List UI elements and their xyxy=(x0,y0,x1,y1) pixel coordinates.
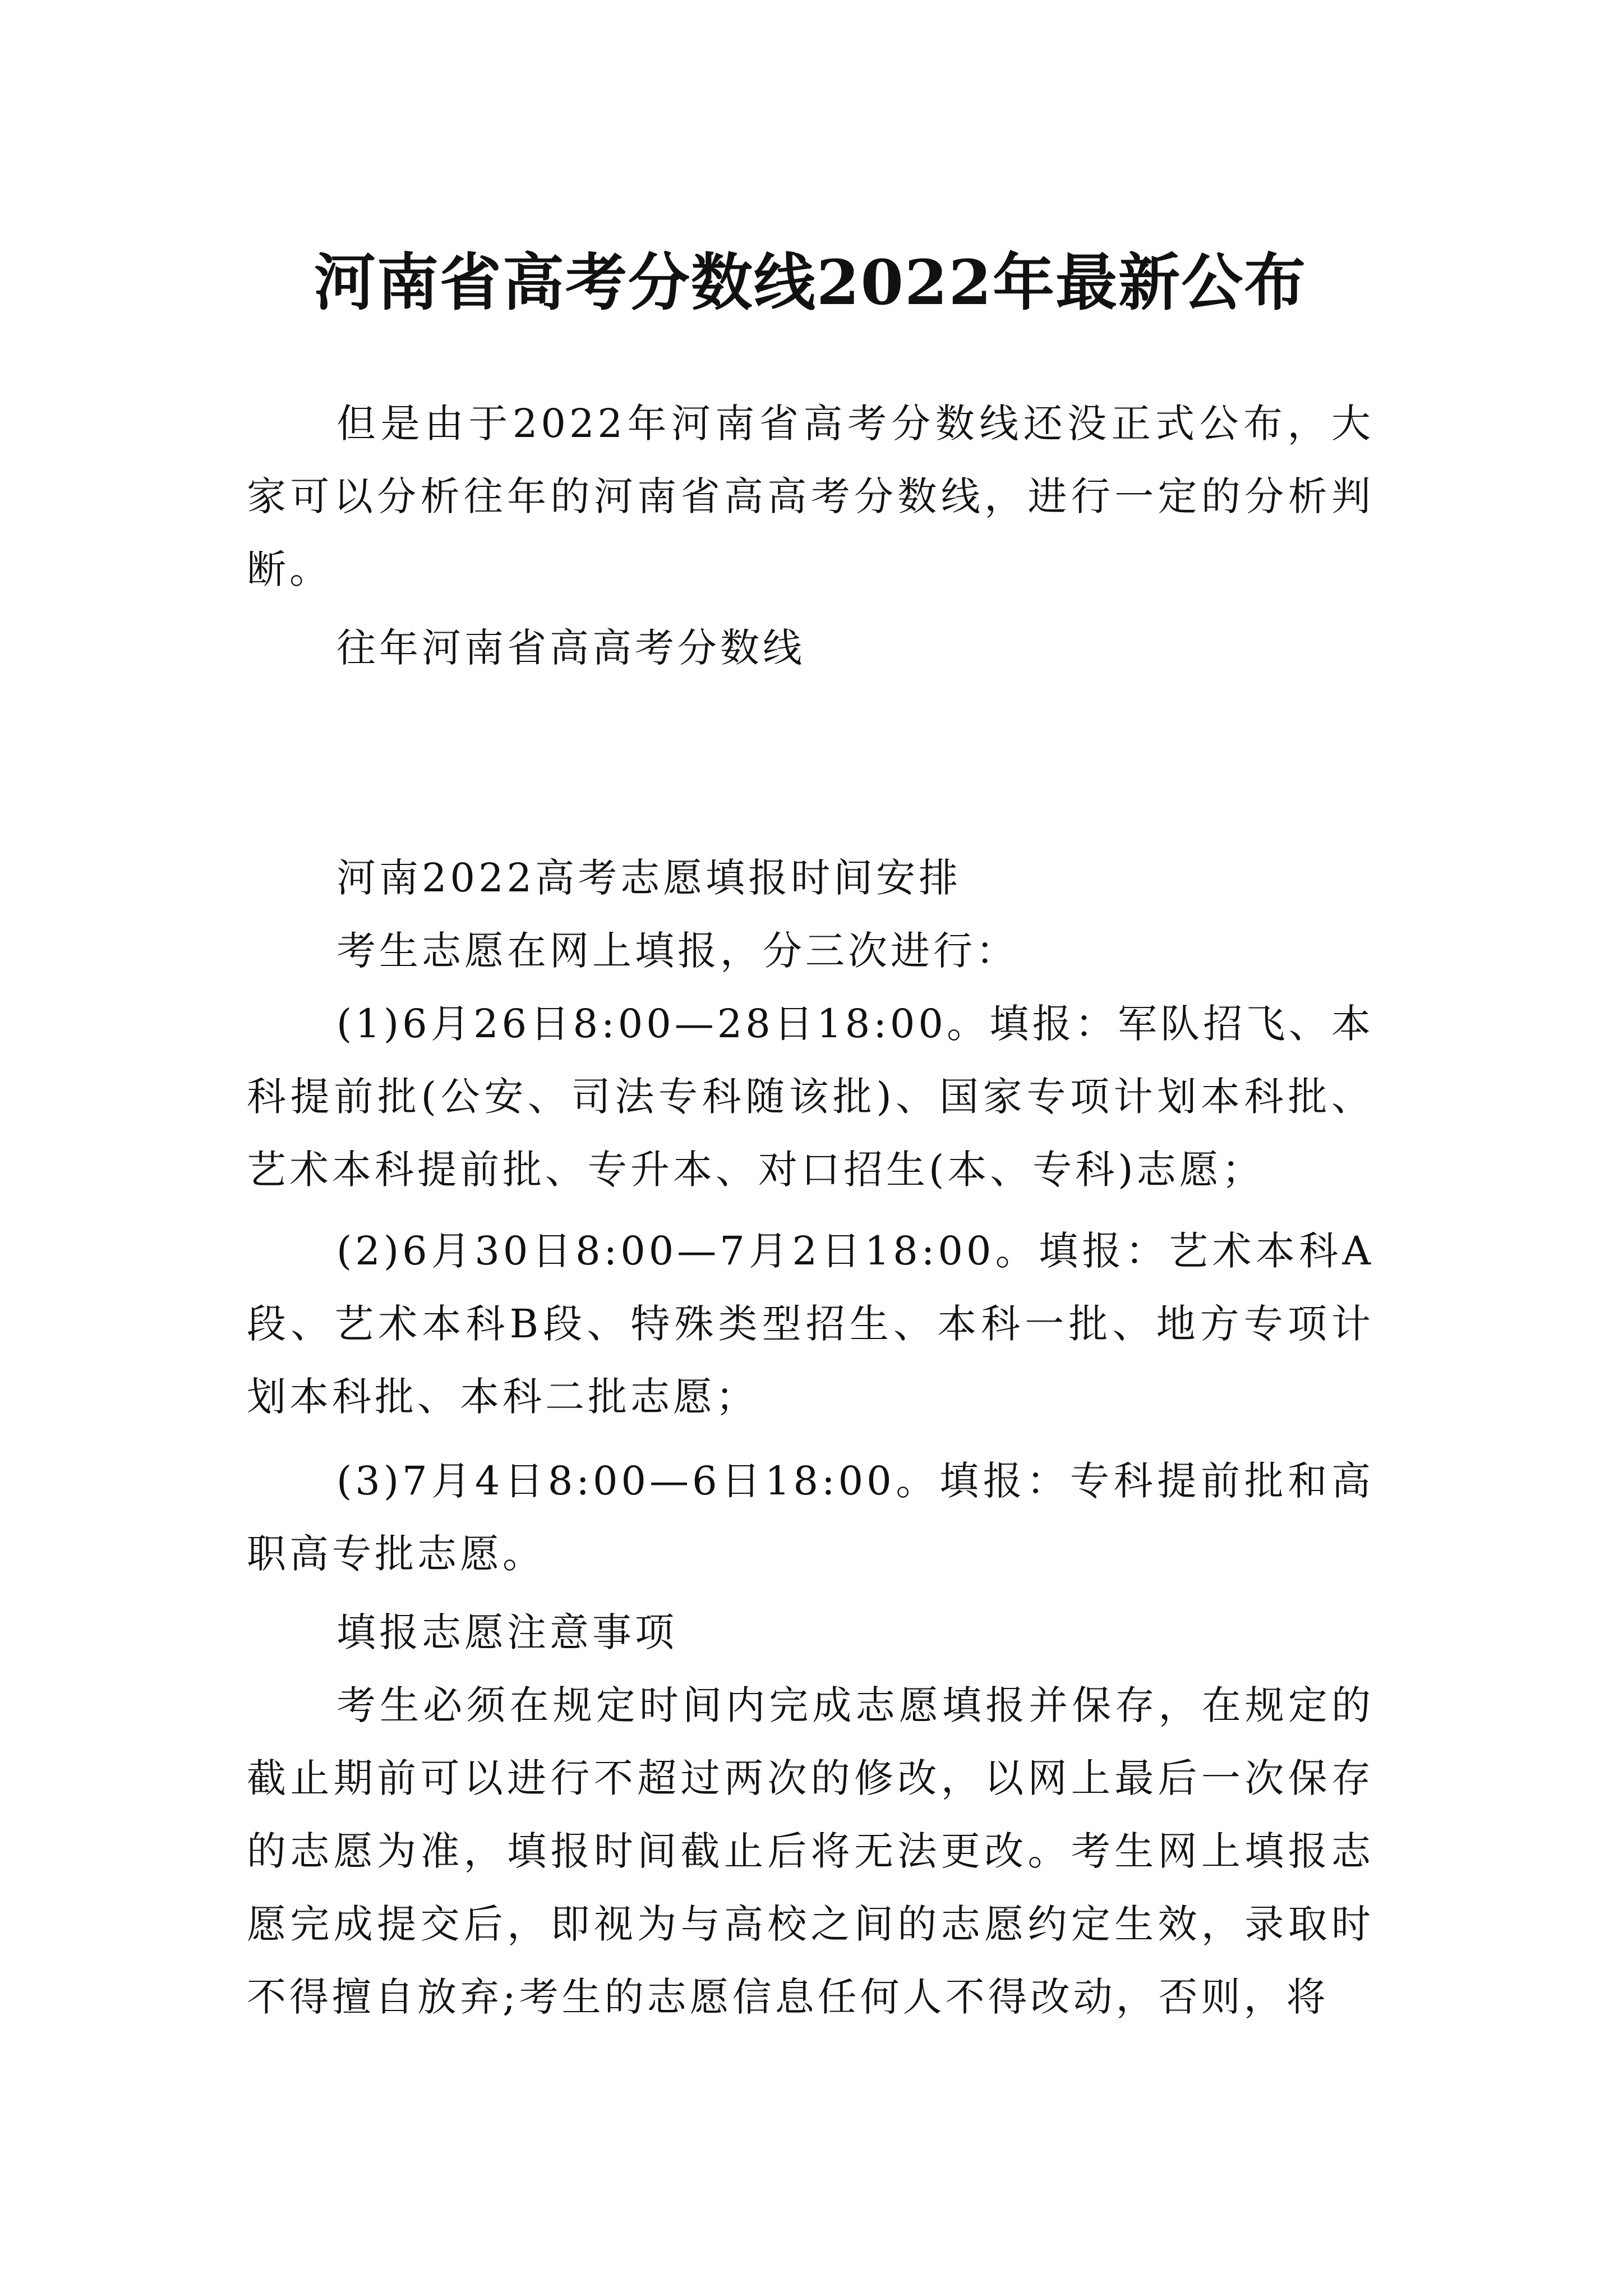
paragraph-round-3: (3)7月4日8:00—6日18:00。填报：专科提前批和高职高专批志愿。 xyxy=(247,1458,1374,1577)
paragraph-previous-scores: 往年河南省高高考分数线 xyxy=(336,625,805,671)
paragraph-schedule-intro: 考生志愿在网上填报，分三次进行： xyxy=(336,928,1018,974)
paragraph-schedule-heading: 河南2022高考志愿填报时间安排 xyxy=(336,855,962,901)
document-title: 河南省高考分数线2022年最新公布 xyxy=(313,246,1307,319)
paragraph-intro: 但是由于2022年河南省高考分数线还没正式公布，大家可以分析往年的河南省高高考分数线，进行一定的分析判断。 xyxy=(247,401,1374,592)
paragraph-notes-heading: 填报志愿注意事项 xyxy=(336,1609,677,1655)
paragraph-notes-body: 考生必须在规定时间内完成志愿填报并保存，在规定的截止期前可以进行不超过两次的修改，以网上最后一次保存的志愿为准，填报时间截止后将无法更改。考生网上填报志愿完成提交后，即视为与高校之间的志愿约定生效，录取时不得擅自放弃;考生的志愿信息任何人不得改动，否则，将 xyxy=(247,1682,1374,2020)
paragraph-round-1: (1)6月26日8:00—28日18:00。填报：军队招飞、本科提前批(公安、司法专科随该批)、国家专项计划本科批、艺术本科提前批、专升本、对口招生(本、专科)志愿； xyxy=(247,1001,1374,1193)
paragraph-round-2: (2)6月30日8:00—7月2日18:00。填报：艺术本科A段、艺术本科B段、特殊类型招生、本科一批、地方专项计划本科批、本科二批志愿； xyxy=(247,1228,1374,1420)
